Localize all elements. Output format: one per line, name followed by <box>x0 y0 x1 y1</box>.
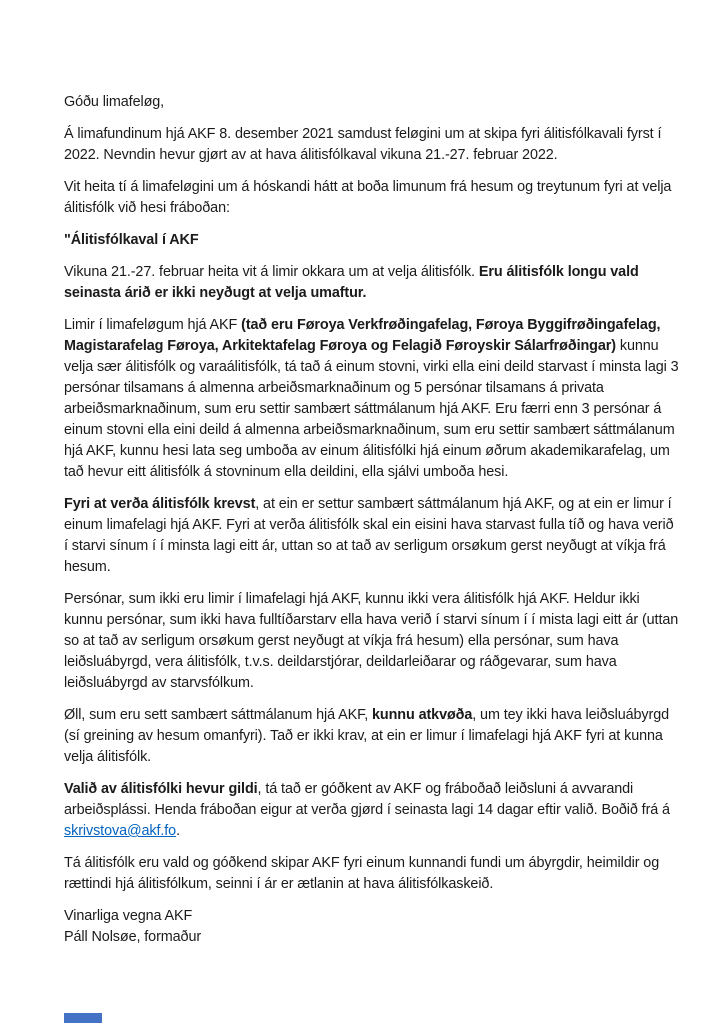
signature-name: Páll Nolsøe, formaður <box>64 929 202 945</box>
paragraph-request-to-members <box>64 177 680 219</box>
signature-block <box>64 906 680 948</box>
bottom-blue-fragment <box>64 1013 102 1023</box>
paragraph-member-associations <box>64 315 680 483</box>
text-run: , um tey ikki hava leiðsluábyrgd (sí greining av hesum omanfyri). Tað er ikki krav, at ein er limur í limafelagi hjá AKF fyri at kunna velja álitisfólk. <box>64 707 670 765</box>
text-run: Limir í limafeløgum hjá AKF <box>64 317 242 333</box>
bold-run: kunnu atkvøða <box>372 707 473 723</box>
paragraph-election-week <box>64 262 680 304</box>
signature-closing: Vinarliga vegna AKF <box>64 908 193 924</box>
paragraph-validity <box>64 779 680 842</box>
text-run: Vit heita tí á limafeløgini um á hóskandi hátt at boða limunum frá hesum og treytunum fyri at velja álitisfólk við hesi fráboðan: <box>64 179 672 216</box>
document-page <box>64 92 680 948</box>
text-run: kunnu velja sær álitisfólk og varaálitisfólk, tá tað á einum stovni, virki ella eini deild starvast í minsta lagi 3 persónar tilsamans á almenna arbeiðsmarknaðinum og 5 persónar tilsamans á privata arbeiðsmarknaðinum, sum eru settir sambært sáttmálanum hjá AKF. Eru færri enn 3 persónar á einum stovni ella eini deild á almenna arbeiðsmarknaðinum, sum eru settir sambært sáttmálanum hjá AKF, kunnu hesi lata seg umboða av einum álitisfólki hjá einum øðrum akademikarafelag, um tað hevur eitt álitisfólk á stovninum ella deildini, ella sjálvi umboða hesi. <box>64 338 679 480</box>
email-link[interactable]: skrivstova@akf.fo <box>64 823 177 839</box>
bold-run: Eru álitisfólk longu vald seinasta árið er ikki neyðugt at velja umaftur. <box>64 264 639 301</box>
paragraph-meeting-decision <box>64 124 680 166</box>
text-run: Góðu limafeløg, <box>64 94 165 110</box>
announcement-heading <box>64 230 680 251</box>
text-run: , tá tað er góðkent av AKF og fráboðað leiðsluni á avvarandi arbeiðsplássi. Henda fráboðan eigur at verða gjørd í seinasta lagi 14 dagar eftir valið. Boðið frá á <box>64 781 670 818</box>
bold-run: Valið av álitisfólki hevur gildi <box>64 781 258 797</box>
text-run: Á limafundinum hjá AKF 8. desember 2021 samdust feløgini um at skipa fyri álitisfólkavali fyrst í 2022. Nevndin hevur gjørt av at hava álitisfólkaval vikuna 21.-27. februar 2022. <box>64 126 662 163</box>
salutation <box>64 92 680 113</box>
text-run: , at ein er settur sambært sáttmálanum hjá AKF, og at ein er limur í einum limafelagi hjá AKF. Fyri at verða álitisfólk skal ein eisini hava starvast fulla tíð og hava verið í starvi sínum í í minsta lagi eitt ár, uttan so at tað av serligum orsøkum gerst neyðugt at víkja frá hesum. <box>64 496 674 575</box>
bold-run: Fyri at verða álitisfólk krevst <box>64 496 256 512</box>
paragraph-voting-rights <box>64 705 680 768</box>
text-run: Persónar, sum ikki eru limir í limafelagi hjá AKF, kunnu ikki vera álitisfólk hjá AKF. Heldur ikki kunnu persónar, sum ikki hava fulltíðarstarv ella hava verið í starvi sínum í í mista lagi eitt ár (uttan so at tað av serligum orsøkum gerst neyðugt at víkja frá hesum) ella persónar, sum hava leiðsluábyrgd, vera álitisfólk, t.v.s. deildarstjórar, deildarleiðarar og ráðgevarar, sum hava leiðsluábyrgd av starvsfólkum. <box>64 591 679 691</box>
text-run: Øll, sum eru sett sambært sáttmálanum hjá AKF, <box>64 707 373 723</box>
bold-run: (tað eru Føroya Verkfrøðingafelag, Føroya Byggifrøðingafelag, Magistarafelag Føroya, Arkitektafelag Føroya og Felagið Føroyskir Sálarfrøðingar) <box>64 317 661 354</box>
paragraph-exclusions <box>64 589 680 694</box>
paragraph-information-meeting <box>64 853 680 895</box>
paragraph-requirements <box>64 494 680 578</box>
text-run: Tá álitisfólk eru vald og góðkend skipar AKF fyri einum kunnandi fundi um ábyrgdir, heimildir og rættindi hjá álitisfólkum, seinni í ár er ætlanin at hava álitisfólkaskeið. <box>64 855 660 892</box>
bold-run: "Álitisfólkaval í AKF <box>64 232 199 248</box>
text-run: Vikuna 21.-27. februar heita vit á limir okkara um at velja álitisfólk. <box>64 264 479 280</box>
text-run: . <box>176 823 180 839</box>
